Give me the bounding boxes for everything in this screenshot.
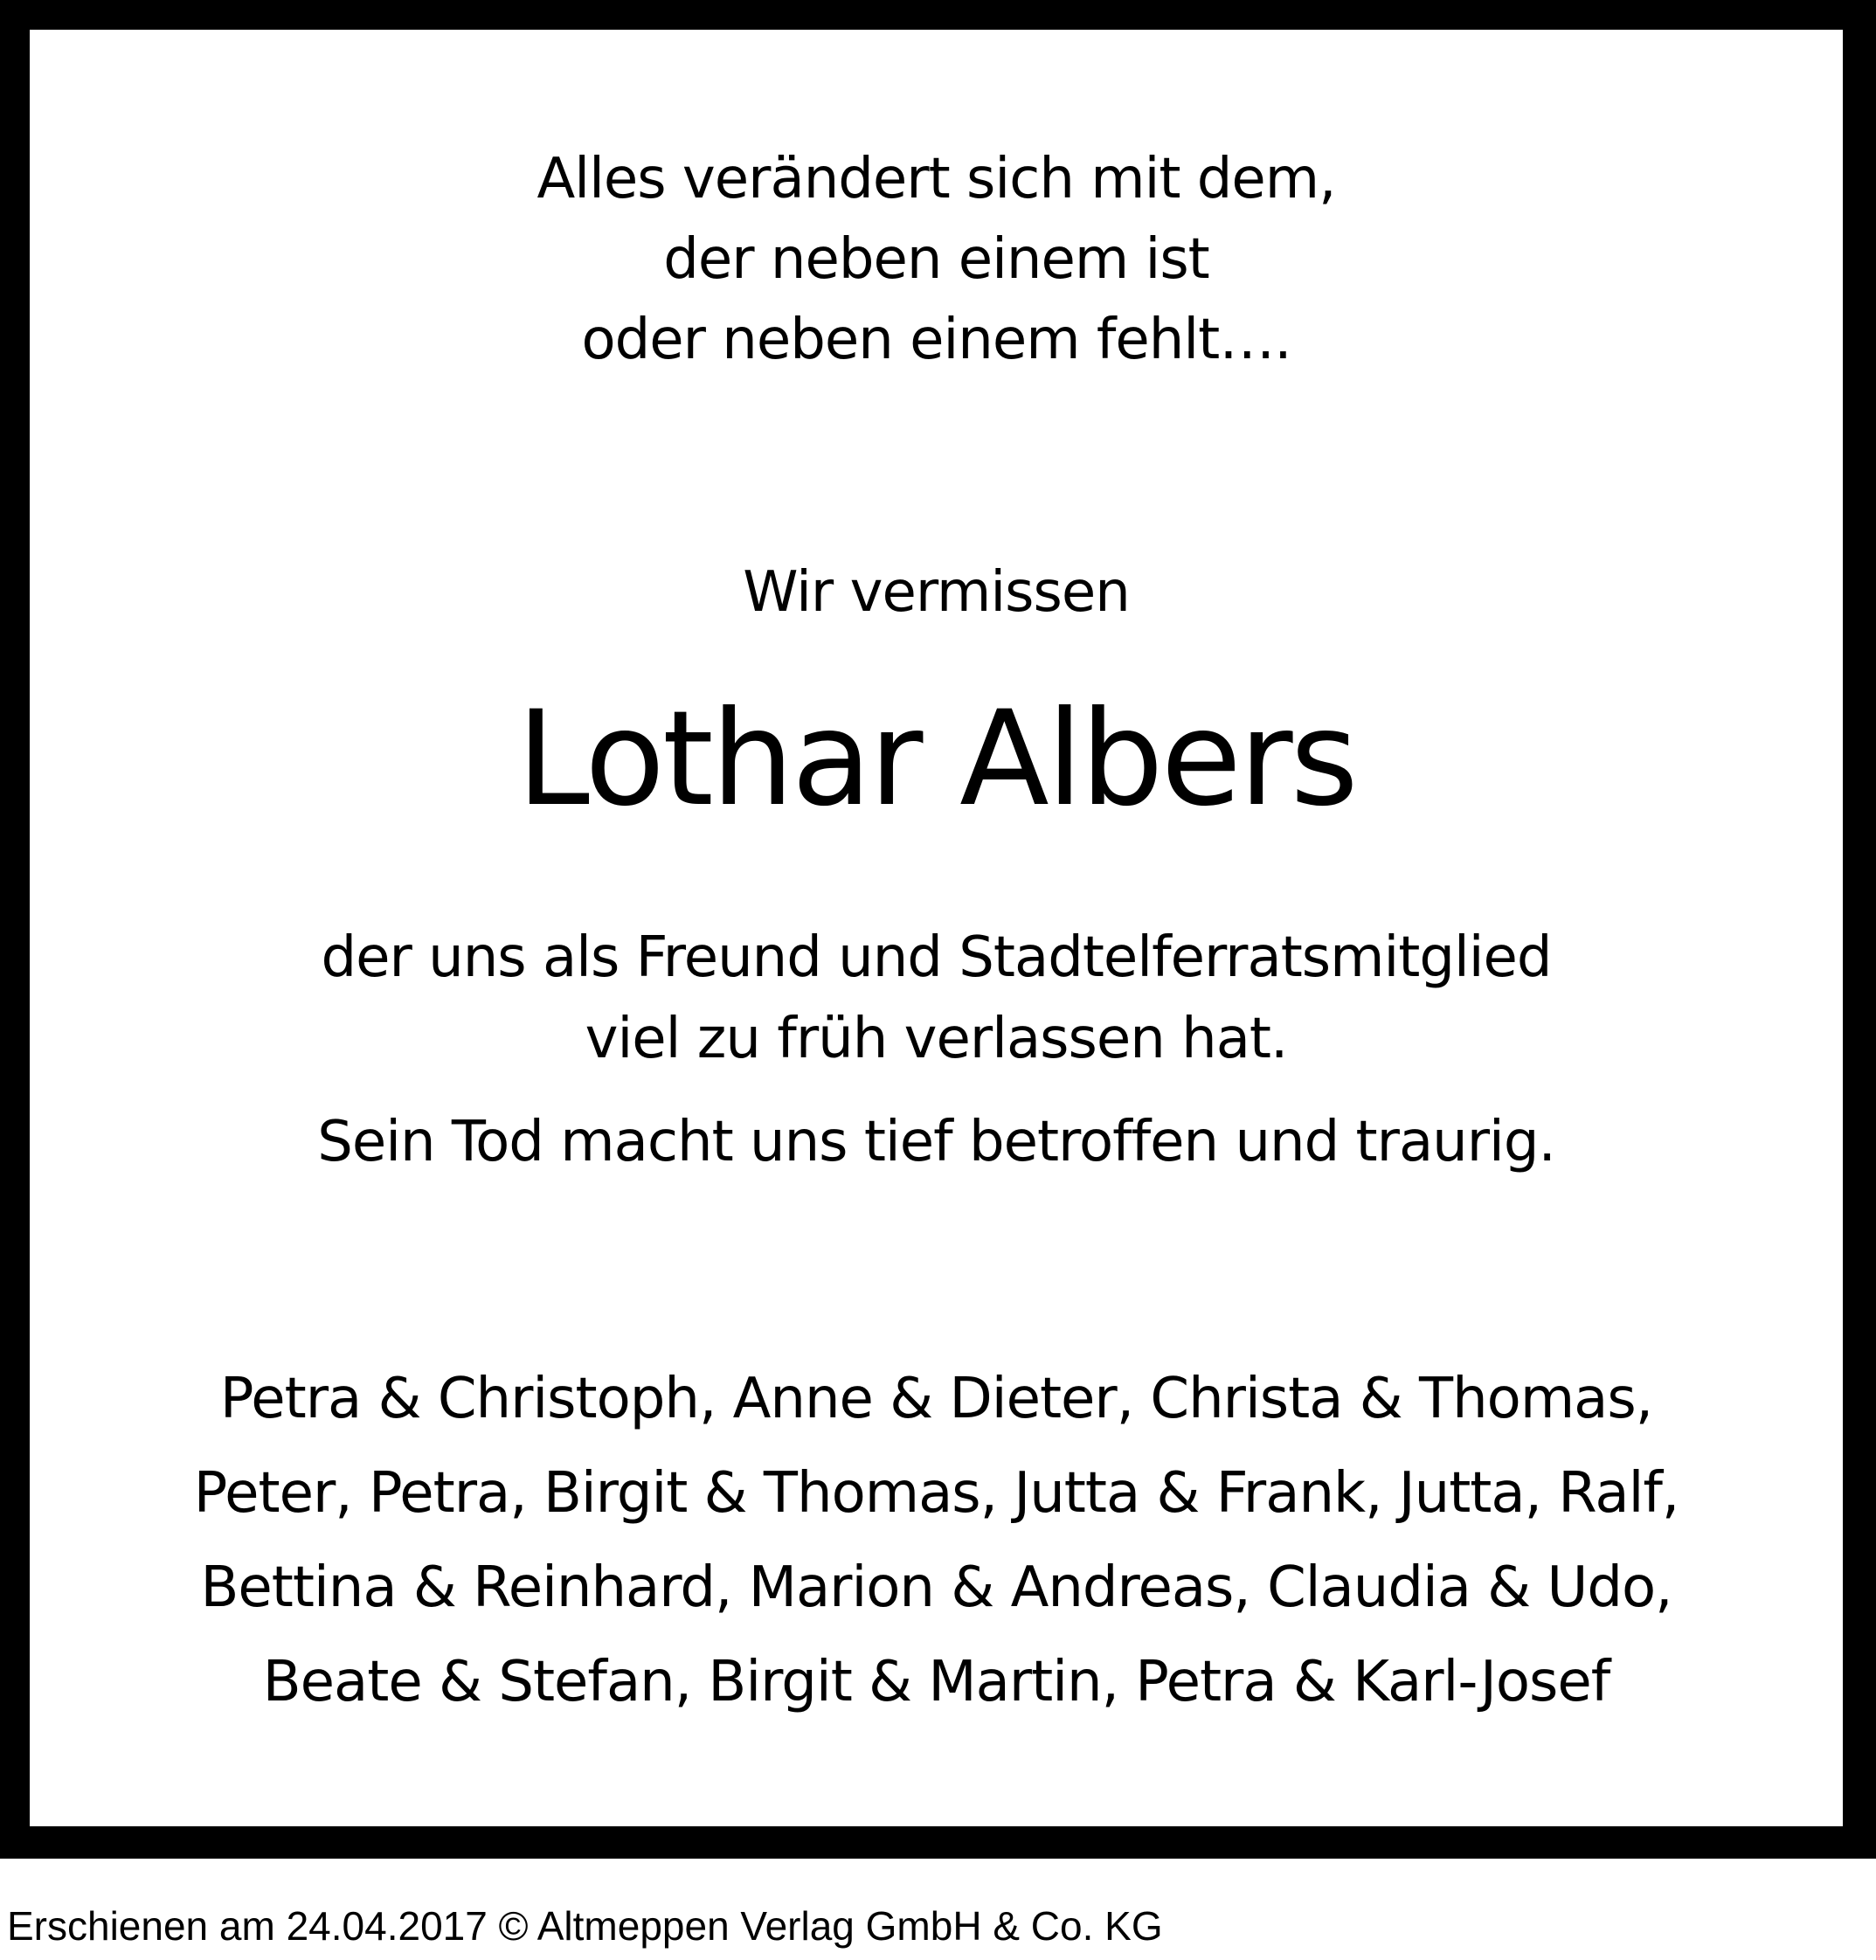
obituary-notice (30, 30, 1843, 1826)
motto-line-3: oder neben einem fehlt…. (581, 308, 1291, 372)
motto-line-1: Alles verändert sich mit dem, (536, 147, 1336, 211)
body-line-1: der uns als Freund und Stadtelferratsmitglied (321, 925, 1552, 990)
motto-line-2: der neben einem ist (663, 227, 1209, 292)
signers-line-4: Beate & Stefan, Birgit & Martin, Petra & Karl-Josef (262, 1650, 1610, 1714)
signers-line-2: Peter, Petra, Birgit & Thomas, Jutta & Frank, Jutta, Ralf, (193, 1461, 1679, 1526)
signers-line-1: Petra & Christoph, Anne & Dieter, Christa & Thomas, (219, 1367, 1653, 1431)
body-line-2: viel zu früh verlassen hat. (585, 1007, 1288, 1071)
lead-text: Wir vermissen (743, 560, 1130, 625)
body-line-3: Sein Tod macht uns tief betroffen und traurig. (317, 1110, 1555, 1174)
deceased-name: Lothar Albers (516, 683, 1356, 835)
signers-line-3: Bettina & Reinhard, Marion & Andreas, Claudia & Udo, (200, 1555, 1672, 1620)
publication-footer: Erschienen am 24.04.2017 © Altmeppen Verlag GmbH & Co. KG (7, 1903, 1163, 1949)
